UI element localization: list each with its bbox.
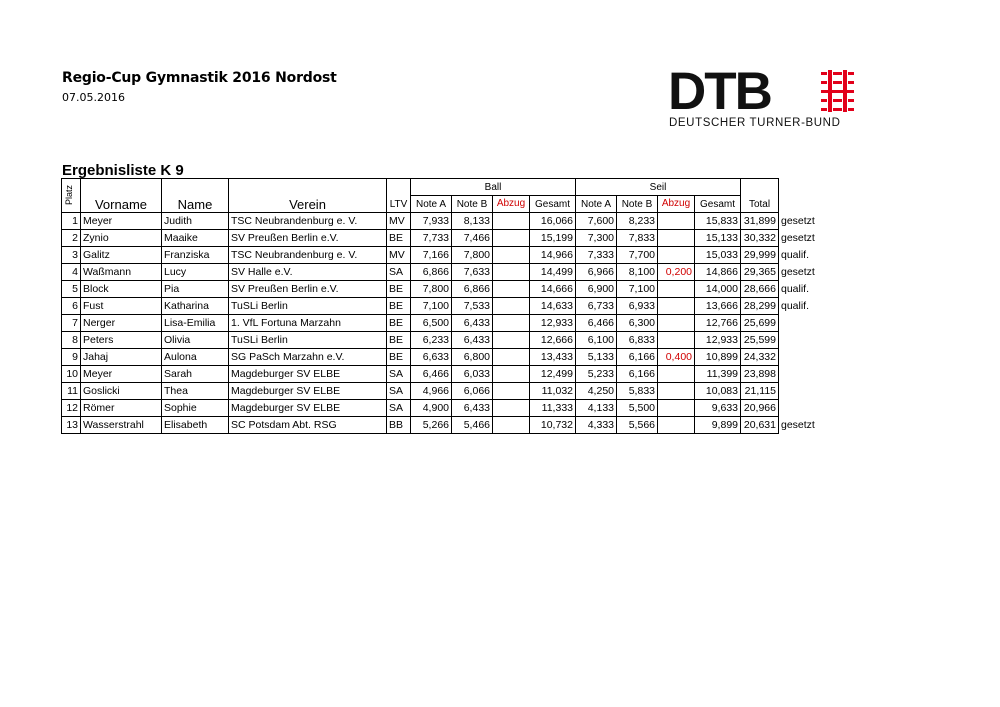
ball-note-b-cell: 7,633 [452,264,493,281]
ball-gesamt-cell: 10,732 [530,417,576,434]
seil-note-b-cell: 6,833 [617,332,658,349]
ball-gesamt-cell: 14,499 [530,264,576,281]
ltv-cell: SA [387,366,411,383]
total-cell: 31,899 [741,213,779,230]
ball-note-b-cell: 6,066 [452,383,493,400]
col-platz-header: Platz [62,179,81,213]
total-cell: 20,966 [741,400,779,417]
ltv-cell: BE [387,315,411,332]
ball-gesamt-cell: 11,333 [530,400,576,417]
vorname-cell: Jahaj [81,349,162,366]
total-cell: 21,115 [741,383,779,400]
ball-abzug-cell [493,332,530,349]
seil-gesamt-cell: 9,633 [695,400,741,417]
seil-abzug-cell [658,281,695,298]
bemerkung-cell [779,366,821,383]
vorname-cell: Fust [81,298,162,315]
bemerkung-cell [779,349,821,366]
platz-cell: 11 [62,383,81,400]
seil-note-a-cell: 6,100 [576,332,617,349]
seil-note-a-cell: 7,600 [576,213,617,230]
seil-abzug-header: Abzug [658,196,695,213]
ball-abzug-header: Abzug [493,196,530,213]
seil-note-a-cell: 6,966 [576,264,617,281]
seil-gesamt-cell: 13,666 [695,298,741,315]
total-cell: 30,332 [741,230,779,247]
verein-cell: SG PaSch Marzahn e.V. [229,349,387,366]
ball-note-b-cell: 6,033 [452,366,493,383]
ball-gesamt-cell: 12,933 [530,315,576,332]
table-row [62,281,821,298]
platz-cell: 2 [62,230,81,247]
seil-note-b-cell: 8,233 [617,213,658,230]
seil-note-a-cell: 5,133 [576,349,617,366]
seil-note-b-cell: 6,933 [617,298,658,315]
bemerkung-cell: qualif. [781,282,810,295]
vorname-cell: Nerger [81,315,162,332]
table-row [62,298,821,315]
ball-note-b-cell: 8,133 [452,213,493,230]
name-cell: Katharina [162,298,229,315]
vorname-cell: Meyer [81,366,162,383]
ball-note-a-cell: 7,800 [411,281,452,298]
table-row [62,247,821,264]
ball-note-a-cell: 6,633 [411,349,452,366]
ball-note-b-cell: 6,800 [452,349,493,366]
ball-note-a-cell: 6,500 [411,315,452,332]
total-cell: 29,365 [741,264,779,281]
seil-abzug-cell [658,400,695,417]
dtb-logo [668,66,868,130]
col-name-header: Name [162,179,229,213]
seil-note-a-cell: 4,133 [576,400,617,417]
seil-note-b-cell: 7,100 [617,281,658,298]
ball-gesamt-cell: 12,499 [530,366,576,383]
ball-gesamt-cell: 14,666 [530,281,576,298]
ball-note-a-cell: 6,866 [411,264,452,281]
platz-cell: 9 [62,349,81,366]
table-row [62,383,821,400]
verein-cell: Magdeburger SV ELBE [229,366,387,383]
bemerkung-cell [779,400,821,417]
total-cell: 23,898 [741,366,779,383]
seil-gesamt-cell: 12,766 [695,315,741,332]
ball-note-a-cell: 4,966 [411,383,452,400]
seil-abzug-cell [658,247,695,264]
ball-gesamt-cell: 15,199 [530,230,576,247]
ltv-cell: BE [387,281,411,298]
total-cell: 25,599 [741,332,779,349]
verein-cell: TSC Neubrandenburg e. V. [229,213,387,230]
total-cell: 20,631 [741,417,779,434]
logo-text: DTB [668,66,771,121]
vorname-cell: Goslicki [81,383,162,400]
ball-abzug-cell [493,230,530,247]
seil-abzug-cell [658,417,695,434]
total-cell: 29,999 [741,247,779,264]
ltv-cell: BE [387,298,411,315]
seil-gesamt-cell: 10,899 [695,349,741,366]
document-title: Regio-Cup Gymnastik 2016 Nordost [62,70,337,86]
ball-abzug-cell [493,298,530,315]
results-table [61,178,821,434]
ball-note-a-cell: 6,466 [411,366,452,383]
verein-cell: Magdeburger SV ELBE [229,400,387,417]
seil-gesamt-cell: 9,899 [695,417,741,434]
ball-note-b-cell: 6,433 [452,332,493,349]
ball-abzug-cell [493,417,530,434]
ball-abzug-cell [493,247,530,264]
ball-abzug-cell [493,281,530,298]
seil-gesamt-cell: 14,000 [695,281,741,298]
bemerkung-cell [779,383,821,400]
ltv-cell: MV [387,213,411,230]
seil-note-b-cell: 8,100 [617,264,658,281]
name-cell: Elisabeth [162,417,229,434]
seil-note-a-cell: 7,300 [576,230,617,247]
ltv-cell: BE [387,332,411,349]
seil-note-a-cell: 4,250 [576,383,617,400]
vorname-cell: Galitz [81,247,162,264]
name-cell: Sophie [162,400,229,417]
ball-abzug-cell [493,383,530,400]
seil-abzug-cell [658,298,695,315]
ball-abzug-cell [493,366,530,383]
ball-note-b-cell: 7,466 [452,230,493,247]
table-row [62,315,821,332]
verein-cell: SC Potsdam Abt. RSG [229,417,387,434]
seil-note-a-header: Note A [576,196,617,213]
verein-cell: TuSLi Berlin [229,298,387,315]
verein-cell: TSC Neubrandenburg e. V. [229,247,387,264]
name-cell: Lisa-Emilia [162,315,229,332]
ball-abzug-cell [493,264,530,281]
vorname-cell: Wasserstrahl [81,417,162,434]
verein-cell: SV Preußen Berlin e.V. [229,230,387,247]
table-row [62,400,821,417]
ball-note-a-cell: 7,166 [411,247,452,264]
vorname-cell: Peters [81,332,162,349]
table-row [62,349,821,366]
ball-gesamt-cell: 13,433 [530,349,576,366]
ball-abzug-cell [493,315,530,332]
seil-note-b-cell: 6,166 [617,349,658,366]
bemerkung-cell: gesetzt [781,231,815,244]
seil-note-b-cell: 6,166 [617,366,658,383]
name-cell: Pia [162,281,229,298]
ball-gesamt-cell: 14,966 [530,247,576,264]
ball-group-header: Ball [411,179,576,196]
seil-note-a-cell: 6,733 [576,298,617,315]
seil-abzug-cell [658,230,695,247]
ltv-cell: BE [387,230,411,247]
name-cell: Aulona [162,349,229,366]
seil-gesamt-cell: 14,866 [695,264,741,281]
seil-note-b-cell: 5,833 [617,383,658,400]
ball-note-b-cell: 7,533 [452,298,493,315]
bemerkung-cell: qualif. [781,299,810,312]
seil-abzug-cell [658,383,695,400]
seil-note-b-cell: 5,500 [617,400,658,417]
name-cell: Sarah [162,366,229,383]
col-vorname-header: Vorname [81,179,162,213]
total-cell: 28,299 [741,298,779,315]
ball-gesamt-cell: 11,032 [530,383,576,400]
seil-gesamt-cell: 10,083 [695,383,741,400]
seil-abzug-cell: 0,200 [658,264,695,281]
ball-note-a-cell: 7,933 [411,213,452,230]
ball-note-b-cell: 5,466 [452,417,493,434]
seil-note-a-cell: 6,466 [576,315,617,332]
table-row [62,213,821,230]
bemerkung-cell [779,315,821,332]
seil-abzug-cell [658,315,695,332]
seil-gesamt-cell: 12,933 [695,332,741,349]
platz-cell: 1 [62,213,81,230]
platz-cell: 12 [62,400,81,417]
ball-note-b-cell: 6,866 [452,281,493,298]
ltv-cell: SA [387,264,411,281]
verein-cell: TuSLi Berlin [229,332,387,349]
bemerkung-cell: qualif. [781,248,810,261]
ball-abzug-cell [493,400,530,417]
col-ltv-header: LTV [387,179,411,213]
seil-gesamt-cell: 11,399 [695,366,741,383]
platz-cell: 8 [62,332,81,349]
table-row [62,366,821,383]
seil-group-header: Seil [576,179,741,196]
ltv-cell: SA [387,383,411,400]
ball-gesamt-cell: 14,633 [530,298,576,315]
name-cell: Thea [162,383,229,400]
bemerkung-cell: gesetzt [781,418,815,431]
name-cell: Franziska [162,247,229,264]
ball-note-b-header: Note B [452,196,493,213]
total-cell: 25,699 [741,315,779,332]
ball-abzug-cell [493,349,530,366]
vorname-cell: Römer [81,400,162,417]
table-row [62,332,821,349]
ball-gesamt-header: Gesamt [530,196,576,213]
seil-note-a-cell: 6,900 [576,281,617,298]
ball-note-a-header: Note A [411,196,452,213]
ltv-cell: SA [387,400,411,417]
platz-cell: 10 [62,366,81,383]
seil-abzug-cell: 0,400 [658,349,695,366]
ltv-cell: MV [387,247,411,264]
total-cell: 28,666 [741,281,779,298]
seil-note-b-header: Note B [617,196,658,213]
verein-cell: SV Preußen Berlin e.V. [229,281,387,298]
ball-note-b-cell: 6,433 [452,400,493,417]
name-cell: Olivia [162,332,229,349]
table-row [62,230,821,247]
total-cell: 24,332 [741,349,779,366]
ball-note-b-cell: 6,433 [452,315,493,332]
platz-cell: 4 [62,264,81,281]
logo-subtitle: DEUTSCHER TURNER-BUND [669,117,841,129]
col-total-header: Total [741,179,779,213]
ball-note-a-cell: 6,233 [411,332,452,349]
ltv-cell: BB [387,417,411,434]
name-cell: Lucy [162,264,229,281]
verein-cell: 1. VfL Fortuna Marzahn [229,315,387,332]
ball-gesamt-cell: 12,666 [530,332,576,349]
name-cell: Judith [162,213,229,230]
results-list-title: Ergebnisliste K 9 [62,162,184,179]
bemerkung-cell: gesetzt [781,265,815,278]
document-date: 07.05.2016 [62,91,125,104]
turner-cross-icon [821,70,854,112]
platz-cell: 7 [62,315,81,332]
bemerkung-cell [779,332,821,349]
ball-abzug-cell [493,213,530,230]
ball-note-a-cell: 5,266 [411,417,452,434]
seil-note-b-cell: 6,300 [617,315,658,332]
ball-note-b-cell: 7,800 [452,247,493,264]
ball-note-a-cell: 7,100 [411,298,452,315]
ball-note-a-cell: 7,733 [411,230,452,247]
seil-gesamt-cell: 15,833 [695,213,741,230]
vorname-cell: Zynio [81,230,162,247]
platz-cell: 13 [62,417,81,434]
seil-gesamt-cell: 15,033 [695,247,741,264]
vorname-cell: Block [81,281,162,298]
seil-note-b-cell: 5,566 [617,417,658,434]
seil-note-b-cell: 7,833 [617,230,658,247]
seil-abzug-cell [658,366,695,383]
verein-cell: Magdeburger SV ELBE [229,383,387,400]
seil-note-a-cell: 4,333 [576,417,617,434]
seil-gesamt-header: Gesamt [695,196,741,213]
vorname-cell: Waßmann [81,264,162,281]
seil-note-a-cell: 5,233 [576,366,617,383]
seil-note-a-cell: 7,333 [576,247,617,264]
ball-gesamt-cell: 16,066 [530,213,576,230]
ball-note-a-cell: 4,900 [411,400,452,417]
bemerkung-cell: gesetzt [781,214,815,227]
verein-cell: SV Halle e.V. [229,264,387,281]
vorname-cell: Meyer [81,213,162,230]
seil-gesamt-cell: 15,133 [695,230,741,247]
col-verein-header: Verein [229,179,387,213]
seil-abzug-cell [658,332,695,349]
platz-cell: 6 [62,298,81,315]
seil-abzug-cell [658,213,695,230]
table-row [62,264,821,281]
platz-cell: 3 [62,247,81,264]
seil-note-b-cell: 7,700 [617,247,658,264]
ltv-cell: BE [387,349,411,366]
table-row [62,417,821,434]
platz-cell: 5 [62,281,81,298]
name-cell: Maaike [162,230,229,247]
